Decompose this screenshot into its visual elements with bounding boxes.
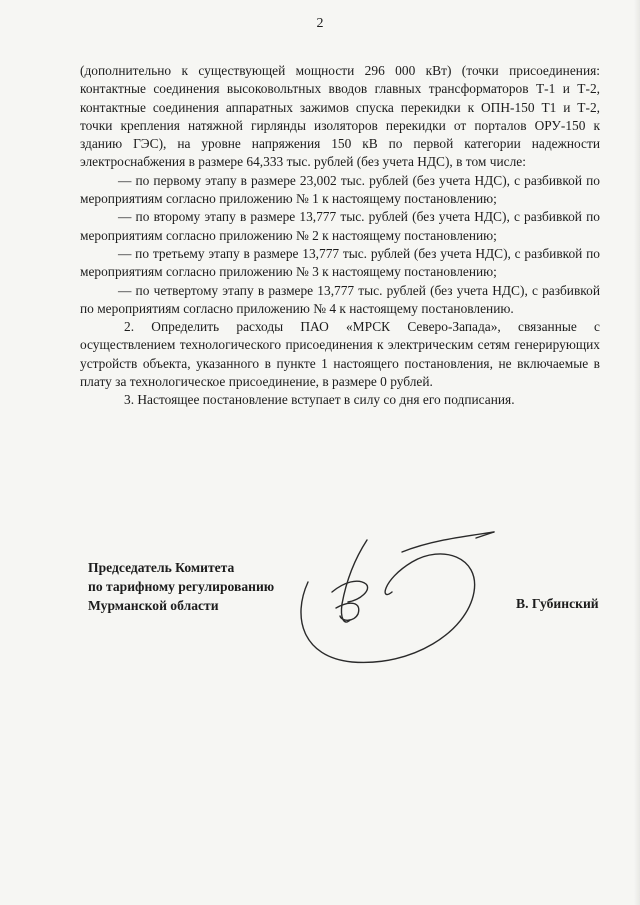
list-item-stage-1: — по первому этапу в размере 23,002 тыс. рублей (без учета НДС), с разбивкой по мероприятиям согласно приложению № 1 к настоящему постановлению; (80, 172, 600, 207)
signatory-title (88, 558, 274, 615)
signatory-title-line: по тарифному регулированию (88, 579, 275, 594)
list-item-stage-2: — по второму этапу в размере 13,777 тыс. рублей (без учета НДС), с разбивкой по мероприятиям согласно приложению № 2 к настоящему постановлению; (80, 209, 600, 243)
signatory-title-line: Председатель Комитета (88, 560, 235, 575)
paragraph-intro: (дополнительно к существующей мощности 296 000 кВт) (точки присоединения: контактные соединения высоковольтных вводов главных трансформаторов Т-1 и Т-2, контактные соединения аппаратных зажимов спуска перекидки к ОПН-150 Т1 и Т-2, точки крепления натяжной гирлянды изоляторов перекидки от порталов ОРУ-150 к зданию ГЭС), на уровне напряжения 150 кВ по первой категории надежности электроснабжения в размере 64,333 тыс. рублей (без учета НДС), в том числе: (80, 63, 600, 170)
signatory-title-line: Мурманской области (88, 598, 219, 613)
page-number: 2 (316, 16, 324, 31)
signatory-name: В. Губинский (516, 596, 599, 611)
list-item-stage-3: — по третьему этапу в размере 13,777 тыс. рублей (без учета НДС), с разбивкой по мероприятиям согласно приложению № 3 к настоящему постановлению; (80, 245, 600, 280)
list-item-stage-4: — по четвертому этапу в размере 13,777 тыс. рублей (без учета НДС), с разбивкой по мероприятиям согласно приложению № 4 к настоящему постановлению. (80, 282, 600, 316)
paragraph-clause-2: 2. Определить расходы ПАО «МРСК Северо-Запада», связанные с осуществлением технологического присоединения к электрическим сетям генерирующих устройств объекта, указанного в пункте 1 настоящего постановления, не включаемые в плату за технологическое присоединение, в размере 0 рублей. (80, 319, 600, 390)
document-body (80, 62, 600, 410)
paragraph-clause-3: 3. Настоящее постановление вступает в силу со дня его подписания. (124, 392, 515, 408)
scan-edge-shadow (634, 0, 640, 905)
handwritten-signature (262, 522, 502, 672)
